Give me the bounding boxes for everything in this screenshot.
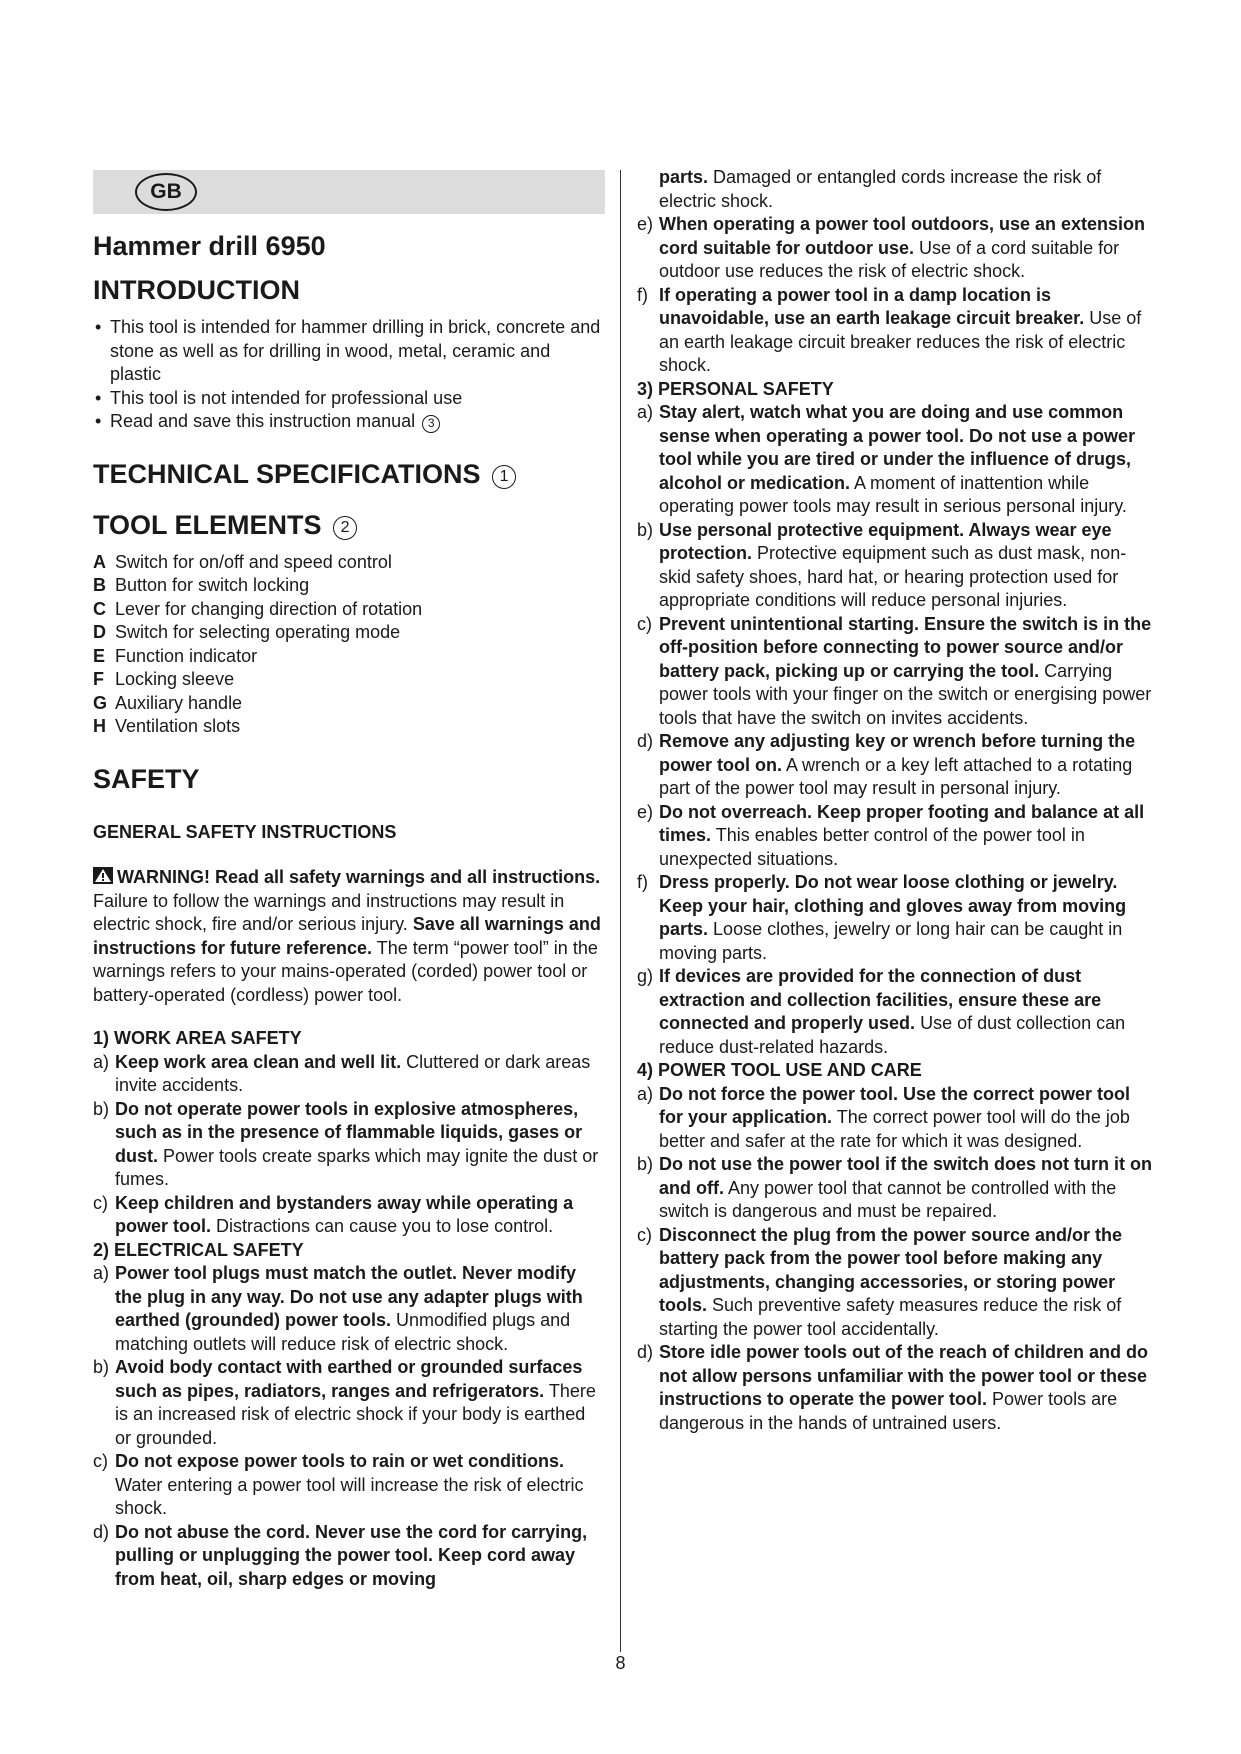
safety-item <box>637 965 1152 1059</box>
tool-element <box>93 645 605 669</box>
tool-elements-heading <box>93 509 605 541</box>
item-label: e) <box>637 214 654 234</box>
tech-heading-text: TECHNICAL SPECIFICATIONS <box>93 458 481 489</box>
warning-text-1: Failure to follow the warnings and instructions may result in electric shock, fire and/or serious injury. <box>93 890 565 934</box>
item-label: c) <box>637 613 652 634</box>
item-label: f) <box>637 872 648 892</box>
safety-item <box>637 1341 1152 1435</box>
safety-item <box>637 871 1152 965</box>
element-key: D <box>93 622 106 642</box>
item-bold: Prevent unintentional starting. Ensure the switch is in the off-position before connecting to power source and/or battery pack, picking up or carrying the tool. <box>659 613 1152 681</box>
item-text: Unmodified plugs and matching outlets will reduce risk of electric shock. <box>115 1310 571 1354</box>
safety-item-continued <box>637 166 1152 213</box>
safety-item <box>637 730 1152 801</box>
tool-elements-list <box>93 551 605 739</box>
right-column <box>637 166 1152 1435</box>
item-text: A moment of inattention while operating power tools may result in serious personal injury. <box>659 472 1127 516</box>
element-text: Button for switch locking <box>115 575 310 595</box>
item-bold: Do not expose power tools to rain or wet conditions. <box>115 1451 565 1471</box>
item-bold: Do not abuse the cord. Never use the cord for carrying, pulling or unplugging the power tool. Keep cord away from heat, oil, sharp edges or moving <box>115 1521 588 1589</box>
item-label: b) <box>637 1154 654 1174</box>
tool-element <box>93 621 605 645</box>
item-bold: Store idle power tools out of the reach of children and do not allow persons unfamiliar with the power tool or these instructions to operate the power tool. <box>659 1342 1149 1409</box>
element-key: C <box>93 598 106 619</box>
safety-heading: SAFETY <box>93 763 200 794</box>
item-text: Loose clothes, jewelry or long hair can be caught in moving parts. <box>659 919 1123 963</box>
language-badge: GB <box>135 173 197 211</box>
item-label: c) <box>637 1224 652 1245</box>
item-bold: Keep children and bystanders away while operating a power tool. <box>115 1192 574 1236</box>
item-text: There is an increased risk of electric shock if your body is earthed or grounded. <box>115 1380 596 1448</box>
safety-item <box>637 801 1152 872</box>
item-text: Such preventive safety measures reduce the risk of starting the power tool accidentally. <box>659 1295 1122 1339</box>
item-label: a) <box>637 1083 654 1104</box>
item-label: b) <box>93 1098 110 1119</box>
safety-item <box>637 1153 1152 1224</box>
item-bold: Use personal protective equipment. Always wear eye protection. <box>659 519 1112 563</box>
warning-text-2: The term “power tool” in the warnings refers to your mains-operated (corded) power tool or battery-operated (cordless) power tool. <box>93 937 598 1005</box>
item-text: Use of dust collection can reduce dust-related hazards. <box>659 1013 1126 1057</box>
general-safety-heading: GENERAL SAFETY INSTRUCTIONS <box>93 821 397 842</box>
safety-item <box>637 1083 1152 1154</box>
item-text: Use of an earth leakage circuit breaker reduces the risk of electric shock. <box>659 308 1142 375</box>
safety-item <box>637 213 1152 284</box>
safety-item <box>637 401 1152 519</box>
item-text: Protective equipment such as dust mask, non-skid safety shoes, hard hat, or hearing protection used for appropriate conditions will reduce personal injuries. <box>659 543 1127 610</box>
item-bold: Keep work area clean and well lit. <box>115 1051 402 1072</box>
item-text: Use of a cord suitable for outdoor use reduces the risk of electric shock. <box>659 237 1120 281</box>
item-label: a) <box>93 1051 110 1072</box>
safety-item <box>637 284 1152 378</box>
item-bold: parts. <box>659 167 709 187</box>
element-key: B <box>93 575 106 595</box>
element-key: G <box>93 692 108 713</box>
intro-bullet: • This tool is not intended for professional use <box>93 387 605 411</box>
item-label: c) <box>93 1451 108 1471</box>
item-bold: Do not use the power tool if the switch does not turn it on and off. <box>659 1154 1152 1198</box>
item-label: g) <box>637 966 654 986</box>
element-text: Ventilation slots <box>115 716 241 736</box>
personal-safety-heading: 3) PERSONAL SAFETY <box>637 378 834 399</box>
item-bold: If devices are provided for the connection of dust extraction and collection facilities, ensure these are connected and properly used. <box>659 966 1102 1033</box>
item-label: f) <box>637 284 648 305</box>
introduction-heading: INTRODUCTION <box>93 275 300 305</box>
element-text: Lever for changing direction of rotation <box>115 598 423 619</box>
item-text: A wrench or a key left attached to a rotating part of the power tool may result in personal injury. <box>659 754 1133 798</box>
item-label: d) <box>93 1521 110 1542</box>
item-bold: Dress properly. Do not wear loose clothing or jewelry. Keep your hair, clothing and gloves away from moving parts. <box>659 872 1127 939</box>
element-key: F <box>93 669 104 689</box>
left-column <box>93 170 605 1591</box>
item-text: Power tools are dangerous in the hands of untrained users. <box>659 1389 1118 1433</box>
element-key: E <box>93 645 106 666</box>
warning-paragraph <box>93 866 605 1007</box>
technical-specifications-heading <box>93 458 605 490</box>
safety-item <box>637 1224 1152 1342</box>
figure-ref-1: 1 <box>492 465 516 489</box>
item-bold: Stay alert, watch what you are doing and use common sense when operating a power tool. Do not use a power tool while you are tired or under the influence of drugs, alcohol or medication. <box>659 402 1136 493</box>
item-bold: Do not overreach. Keep proper footing and balance at all times. <box>659 801 1145 845</box>
intro-list <box>93 316 605 434</box>
safety-item <box>93 1098 605 1192</box>
item-label: d) <box>637 1342 654 1362</box>
element-text: Auxiliary handle <box>115 692 243 713</box>
item-bold: Do not operate power tools in explosive atmospheres, such as in the presence of flammable liquids, gases or dust. <box>115 1098 583 1166</box>
safety-item <box>93 1450 605 1521</box>
figure-ref-2: 2 <box>333 516 357 540</box>
item-text: Power tools create sparks which may ignite the dust or fumes. <box>115 1145 599 1189</box>
language-bar <box>93 170 605 214</box>
item-bold: Avoid body contact with earthed or grounded surfaces such as pipes, radiators, ranges and refrigerators. <box>115 1357 583 1401</box>
page-number: 8 <box>615 1653 626 1673</box>
item-label: e) <box>637 801 654 822</box>
element-key: A <box>93 551 106 572</box>
element-text: Function indicator <box>115 645 258 666</box>
item-label: a) <box>93 1263 110 1283</box>
item-text: Cluttered or dark areas invite accidents. <box>115 1051 591 1095</box>
tool-element <box>93 668 605 692</box>
item-bold: Disconnect the plug from the power source and/or the battery pack from the power tool before making any adjustments, changing accessories, or storing power tools. <box>659 1224 1123 1315</box>
item-text: Any power tool that cannot be controlled with the switch is dangerous and must be repaired. <box>659 1177 1117 1221</box>
safety-item <box>637 613 1152 731</box>
tool-element <box>93 574 605 598</box>
tool-element <box>93 692 605 716</box>
column-divider <box>620 170 621 1652</box>
item-text: Water entering a power tool will increase the risk of electric shock. <box>115 1474 584 1518</box>
item-bold: Power tool plugs must match the outlet. Never modify the plug in any way. Do not use any adapter plugs with earthed (grounded) power tools. <box>115 1263 583 1330</box>
item-bold: If operating a power tool in a damp location is unavoidable, use an earth leakage circuit breaker. <box>659 284 1085 328</box>
element-text: Switch for on/off and speed control <box>115 551 392 572</box>
item-label: b) <box>637 519 654 540</box>
item-text: The correct power tool will do the job better and safer at the rate for which it was designed. <box>659 1107 1130 1151</box>
item-bold: When operating a power tool outdoors, use an extension cord suitable for outdoor use. <box>659 214 1146 258</box>
intro-bullet <box>93 410 605 434</box>
safety-item <box>93 1356 605 1450</box>
tool-heading-text: TOOL ELEMENTS <box>93 509 322 540</box>
item-label: c) <box>93 1192 108 1213</box>
tool-element <box>93 551 605 575</box>
safety-item <box>93 1051 605 1098</box>
intro-bullet-text: Read and save this instruction manual <box>110 411 416 431</box>
element-key: H <box>93 716 106 736</box>
item-bold: Do not force the power tool. Use the correct power tool for your application. <box>659 1083 1131 1127</box>
item-text: This enables better control of the power tool in unexpected situations. <box>659 825 1085 869</box>
tool-use-heading: 4) POWER TOOL USE AND CARE <box>637 1060 922 1080</box>
safety-item <box>93 1521 605 1592</box>
electrical-safety-heading: 2) ELECTRICAL SAFETY <box>93 1239 304 1260</box>
item-bold: Remove any adjusting key or wrench before turning the power tool on. <box>659 731 1136 775</box>
item-text: Carrying power tools with your finger on the switch or energising power tools that have the switch on invites accidents. <box>659 660 1152 728</box>
element-text: Locking sleeve <box>115 669 235 689</box>
element-text: Switch for selecting operating mode <box>115 622 401 642</box>
item-text: Distractions can cause you to lose control. <box>216 1216 554 1236</box>
tool-element <box>93 715 605 739</box>
page-title: Hammer drill 6950 <box>93 231 326 261</box>
tool-element <box>93 598 605 622</box>
safety-item <box>93 1192 605 1239</box>
warning-bold-2: Save all warnings and instructions for future reference. <box>93 914 601 958</box>
work-area-safety-heading: 1) WORK AREA SAFETY <box>93 1028 302 1048</box>
item-text: Damaged or entangled cords increase the risk of electric shock. <box>659 167 1102 211</box>
figure-ref-3: 3 <box>422 415 440 433</box>
safety-item <box>93 1262 605 1356</box>
safety-item <box>637 519 1152 613</box>
warning-icon <box>93 867 113 884</box>
item-label: a) <box>637 402 654 422</box>
warning-bold-1: WARNING! Read all safety warnings and all instructions. <box>117 867 601 887</box>
item-label: d) <box>637 731 654 751</box>
item-label: b) <box>93 1357 110 1377</box>
intro-bullet: • This tool is intended for hammer drilling in brick, concrete and stone as well as for drilling in wood, metal, ceramic and plastic <box>93 316 605 387</box>
